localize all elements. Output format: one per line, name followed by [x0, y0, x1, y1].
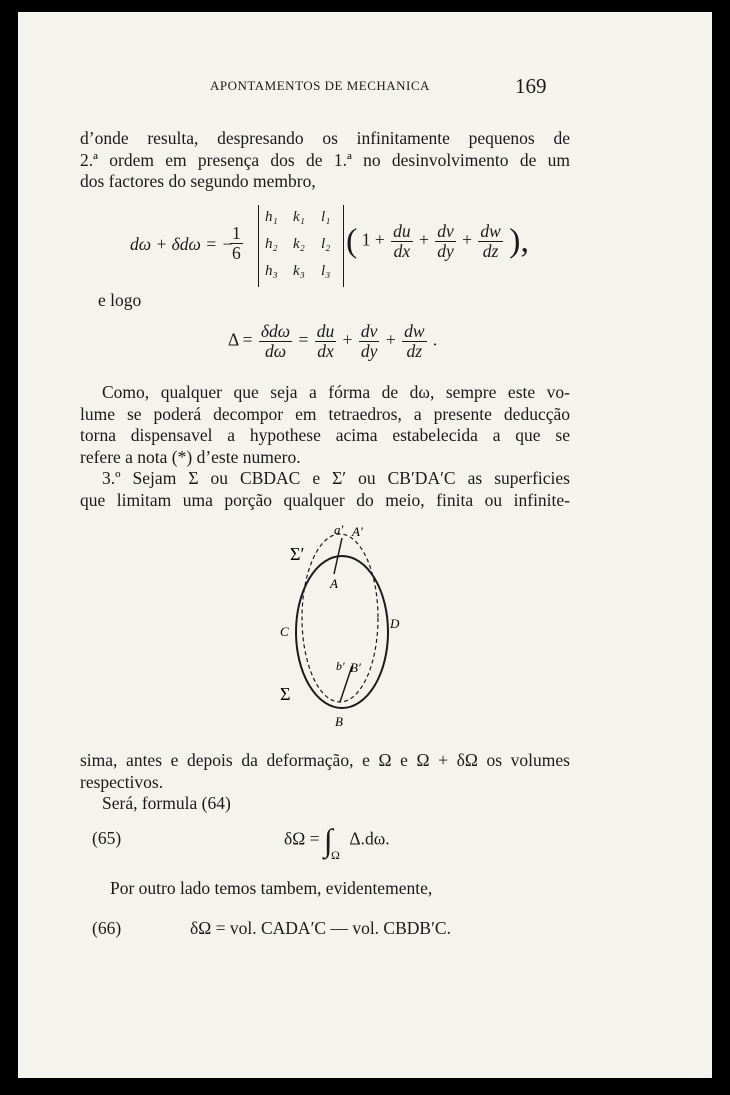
paragraph-1 [80, 128, 570, 193]
det-h1: h₁ [265, 209, 278, 225]
eq2-dx: dx [317, 341, 334, 361]
eq1-one: 1 + [361, 229, 385, 250]
text-line: 2.ª ordem em presença dos de 1.ª no desinvolvimento de um [80, 149, 570, 170]
text-line: refere a nota (*) d’este numero. [80, 446, 301, 467]
eq2-plus-2: + [385, 329, 396, 350]
eq2-dv: dv [360, 321, 378, 341]
eq1-paren-open: ( [346, 222, 358, 260]
integral-sign: ∫ [323, 822, 333, 858]
determinant [258, 205, 344, 287]
det-k3: k₃ [293, 263, 305, 279]
eq65-lhs: δΩ = [284, 828, 320, 849]
eq1-plus-2: + [462, 229, 472, 250]
label-B-prime: B′ [350, 660, 361, 675]
deformation-figure [240, 520, 440, 740]
text-line: torna dispensavel a hypothese acima estabelecida a que se [80, 425, 570, 445]
text-line: respectivos. [80, 771, 164, 792]
label-C: C [280, 624, 289, 639]
label-b-prime: b′ [336, 659, 345, 673]
equation-number-65: (65) [92, 828, 122, 848]
eq1-du: du [393, 221, 411, 241]
eq1-dz: dz [482, 241, 499, 261]
det-k2: k₂ [293, 236, 305, 252]
e-logo-text: e logo [98, 290, 142, 310]
eq1-paren-close: ), [509, 222, 529, 260]
eq1-dw: dw [480, 221, 501, 241]
label-sigma: Σ [280, 684, 291, 704]
eq65-subscript: Ω [331, 847, 340, 862]
eq1-frac-num: 1 [232, 223, 241, 243]
det-l2: l₂ [321, 236, 331, 252]
text-line: 3.º Sejam Σ ou CBDAC e Σ′ ou CB′DA′C as superficies [102, 468, 570, 488]
eq2-den1: dω [264, 341, 287, 361]
eq1-dv: dv [437, 221, 454, 241]
paragraph-4: Por outro lado temos tambem, evidentemente, [110, 878, 433, 898]
eq2-num1: δdω [260, 321, 291, 341]
paragraph-2 [80, 382, 570, 511]
equation-66: δΩ = vol. CADA′C — vol. CBDB′C. [190, 918, 451, 938]
text-line: d’onde resulta, despresando os infinitamente pequenos de [80, 128, 570, 148]
label-B: B [335, 714, 343, 729]
eq2-equals: = [298, 329, 309, 350]
eq1-plus-1: + [418, 229, 429, 250]
eq2-du: du [316, 321, 335, 341]
eq65-integrand: Δ.dω. [349, 828, 390, 849]
text-line: que limitam uma porção qualquer do meio, finita ou infinite- [80, 489, 570, 510]
equation-1-factor [346, 222, 529, 261]
eq2-delta: Δ = [228, 329, 253, 350]
label-a-prime: a′ [334, 522, 344, 537]
paragraph-3 [80, 750, 570, 815]
equation-1-lhs [130, 234, 233, 255]
text-line: dos factores do segundo membro, [80, 171, 316, 191]
equation-1-fraction [228, 224, 245, 263]
label-A: A [330, 576, 338, 591]
eq2-dw: dw [404, 321, 425, 341]
equation-number-66: (66) [92, 918, 122, 938]
eq2-dz: dz [406, 341, 423, 361]
eq2-period: . [432, 329, 438, 350]
surface-sigma-prime [302, 534, 378, 702]
det-k1: k₁ [293, 209, 305, 225]
equation-65 [284, 822, 390, 862]
page-number: 169 [515, 74, 547, 98]
eq2-plus-1: + [342, 329, 353, 350]
eq1-lhs-text: dω + δdω = − [130, 234, 234, 254]
running-title: APONTAMENTOS DE MECHANICA [210, 78, 430, 93]
det-h2: h₂ [265, 236, 278, 252]
text-line: sima, antes e depois da deformação, e Ω e Ω + δΩ os volumes [80, 750, 570, 770]
eq1-dx: dx [393, 241, 411, 261]
text-line: Como, qualquer que seja a fórma de dω, sempre este vo- [102, 382, 570, 402]
det-h3: h₃ [265, 263, 278, 279]
label-D: D [390, 616, 400, 631]
label-A-prime: A′ [352, 524, 363, 539]
equation-2 [228, 322, 437, 361]
det-l1: l₁ [321, 209, 331, 225]
text-line: Será, formula (64) [102, 793, 231, 813]
text-line: lume se poderá decompor em tetraedros, a presente deducção [80, 403, 570, 424]
eq1-frac-den: 6 [232, 243, 241, 263]
det-l3: l₃ [321, 263, 331, 279]
label-sigma-prime: Σ′ [290, 544, 305, 564]
eq2-dy: dy [360, 341, 378, 361]
eq1-dy: dy [437, 241, 454, 261]
